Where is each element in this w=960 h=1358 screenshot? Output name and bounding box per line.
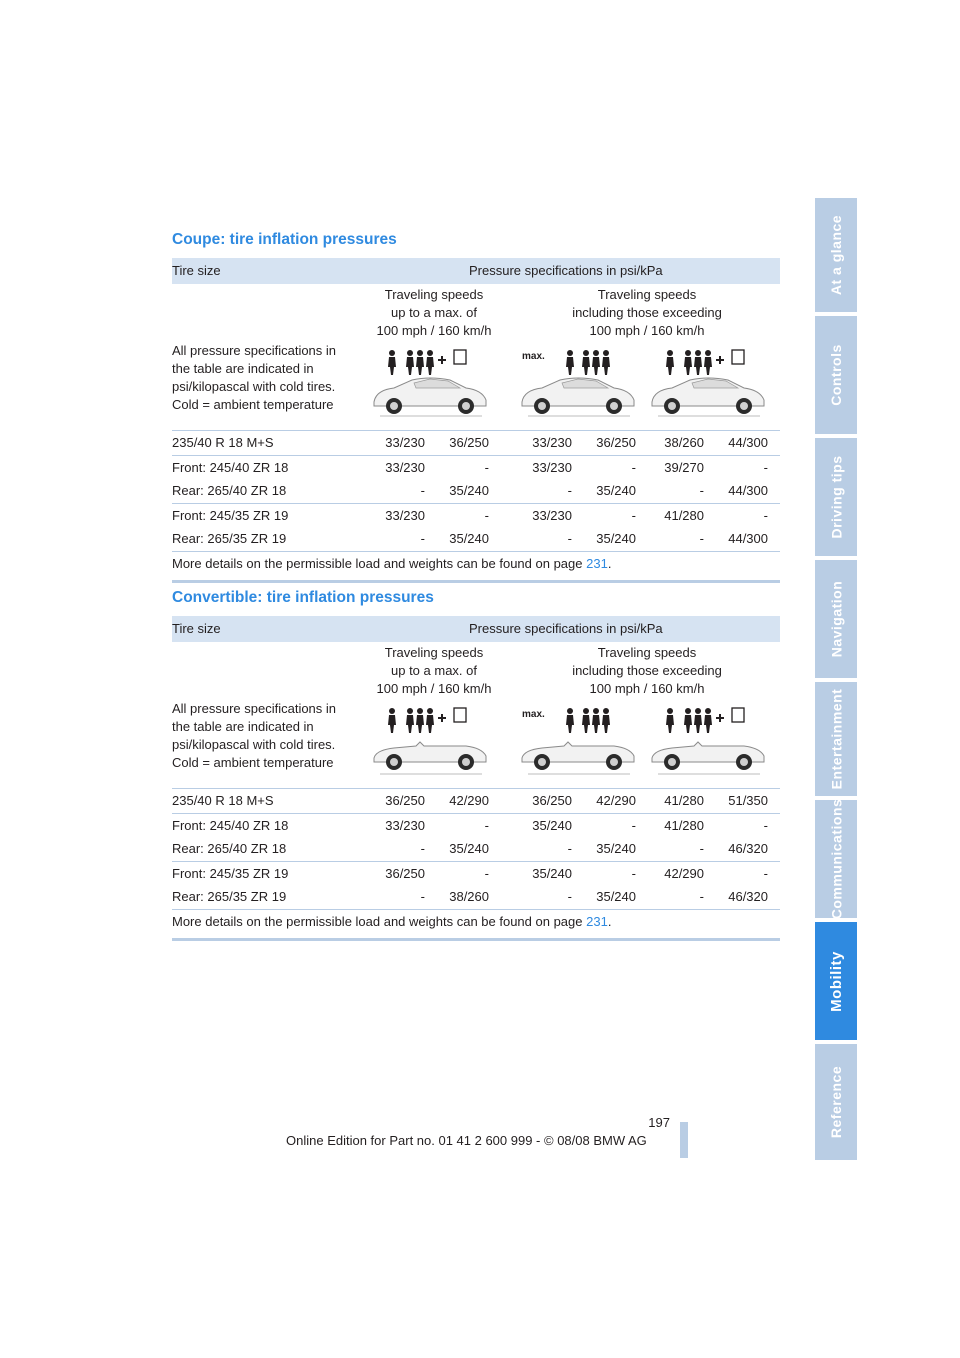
pressure-cell: 42/290 xyxy=(664,865,704,881)
pressure-cell: - xyxy=(567,531,572,546)
pressure-cell: - xyxy=(420,889,425,904)
pressure-cell: 36/250 xyxy=(596,435,636,450)
table-row xyxy=(172,455,780,480)
pressure-cell: 46/320 xyxy=(728,841,768,856)
pressure-cell: - xyxy=(763,507,768,523)
speed-headers xyxy=(172,284,780,340)
convertible-max-load-illustration xyxy=(518,704,638,778)
pressure-cell: - xyxy=(567,483,572,498)
pressure-cell: 33/230 xyxy=(532,435,572,450)
footer-text: Online Edition for Part no. 01 41 2 600 999 - © 08/08 BMW AG xyxy=(286,1133,647,1148)
more-details-text: More details on the permissible load and weights can be found on page xyxy=(172,913,587,929)
pressure-cell: - xyxy=(699,531,704,546)
tab-label: Controls xyxy=(828,344,844,406)
more-details-note xyxy=(172,551,780,576)
tab-label: Driving tips xyxy=(828,455,845,539)
pressure-cell: - xyxy=(763,865,768,881)
table-row xyxy=(172,503,780,528)
table-row xyxy=(172,837,780,861)
speed-line: including those exceeding xyxy=(572,305,722,320)
max-label: max. xyxy=(522,351,545,362)
pressure-cell: 33/230 xyxy=(532,459,572,475)
coupe-section-title: Coupe: tire inflation pressures xyxy=(172,231,397,248)
tire-size-cell: Front: 245/40 ZR 18 xyxy=(172,459,289,475)
note-line: Cold = ambient temperature xyxy=(172,397,334,412)
footer-marker xyxy=(680,1122,688,1158)
table-row xyxy=(172,885,780,909)
pressure-cell: 41/280 xyxy=(664,817,704,833)
pressure-cell: - xyxy=(567,889,572,904)
table-row xyxy=(172,789,780,813)
passengers-icon xyxy=(666,350,724,375)
pressure-cell: 36/250 xyxy=(532,793,572,808)
pressure-header: Pressure specifications in psi/kPa xyxy=(469,621,663,636)
pressure-cell: 41/280 xyxy=(664,793,704,808)
tab-communications[interactable] xyxy=(815,800,857,918)
table-row xyxy=(172,431,780,455)
table-end-rule xyxy=(172,938,780,941)
pressure-cell: 35/240 xyxy=(596,889,636,904)
note-line: psi/kilopascal with cold tires. xyxy=(172,737,336,752)
pressure-cell: 44/300 xyxy=(728,435,768,450)
convertible-car-icon xyxy=(374,742,486,774)
tire-size-cell: 235/40 R 18 M+S xyxy=(172,793,274,808)
speed-line: up to a max. of xyxy=(391,305,477,320)
tab-label: Navigation xyxy=(828,580,845,658)
table-row xyxy=(172,813,780,838)
coupe-car-icon xyxy=(374,378,486,416)
pressure-cell: - xyxy=(484,459,489,475)
note-line: Cold = ambient temperature xyxy=(172,755,334,770)
passengers-icon xyxy=(388,708,446,733)
tab-driving-tips[interactable] xyxy=(815,438,857,556)
more-details-text: More details on the permissible load and weights can be found on page xyxy=(172,555,587,571)
speed-max-100-header xyxy=(364,286,504,340)
pressure-cell: - xyxy=(420,841,425,856)
pressure-cell: 33/230 xyxy=(385,507,425,523)
tire-size-cell: Rear: 265/40 ZR 18 xyxy=(172,483,287,498)
table-row xyxy=(172,861,780,886)
pressure-cell: 38/260 xyxy=(664,435,704,450)
page-link[interactable]: 231 xyxy=(586,555,608,571)
speed-line: Traveling speeds xyxy=(384,287,484,302)
luggage-icon xyxy=(732,708,744,722)
pressure-cell: - xyxy=(631,459,636,475)
tire-size-cell: Front: 245/40 ZR 18 xyxy=(172,817,289,833)
coupe-partial-load-luggage-illustration xyxy=(370,346,490,420)
table-header xyxy=(172,258,780,284)
speed-line: up to a max. of xyxy=(391,663,477,678)
pressure-cell: 35/240 xyxy=(449,483,489,498)
speed-line: Traveling speeds xyxy=(597,645,697,660)
table-end-rule xyxy=(172,580,780,583)
luggage-icon xyxy=(732,350,744,364)
pressure-cell: 42/290 xyxy=(596,793,636,808)
pressure-cell: - xyxy=(763,459,768,475)
pressure-cell: 51/350 xyxy=(728,793,768,808)
tab-entertainment[interactable] xyxy=(815,682,857,796)
tab-reference[interactable] xyxy=(815,1044,857,1160)
speed-line: Traveling speeds xyxy=(597,287,697,302)
tire-size-cell: Rear: 265/40 ZR 18 xyxy=(172,841,287,856)
period: . xyxy=(607,555,612,571)
pressure-cell: 41/280 xyxy=(664,507,704,523)
tab-controls[interactable] xyxy=(815,316,857,434)
tire-size-header: Tire size xyxy=(172,263,221,278)
luggage-icon xyxy=(454,350,466,364)
pressure-cell: - xyxy=(631,817,636,833)
pressure-cell: - xyxy=(631,865,636,881)
speed-line: 100 mph / 160 km/h xyxy=(589,681,705,696)
speed-headers xyxy=(172,642,780,698)
note-line: All pressure specifications in xyxy=(172,343,337,358)
pressure-cell: 39/270 xyxy=(664,459,704,475)
pressure-cell: - xyxy=(631,507,636,523)
pressure-cell: 35/240 xyxy=(449,531,489,546)
pressure-cell: 35/240 xyxy=(596,483,636,498)
convertible-car-icon xyxy=(522,742,634,774)
speed-exceeding-header xyxy=(552,286,742,340)
note-line: the table are indicated in xyxy=(172,719,314,734)
more-details-note xyxy=(172,909,780,934)
pressure-cell: 33/230 xyxy=(532,507,572,523)
pressure-cell: - xyxy=(699,841,704,856)
pressure-cell: 33/230 xyxy=(385,459,425,475)
tire-size-cell: Front: 245/35 ZR 19 xyxy=(172,507,289,523)
pressure-cell: - xyxy=(567,841,572,856)
note-line: All pressure specifications in xyxy=(172,701,337,716)
tire-size-cell: Rear: 265/35 ZR 19 xyxy=(172,531,287,546)
pressure-cell: 42/290 xyxy=(449,793,489,808)
speed-max-100-header xyxy=(364,644,504,698)
pressure-header: Pressure specifications in psi/kPa xyxy=(469,263,663,278)
pressure-cell: 36/250 xyxy=(385,865,425,881)
convertible-full-load-luggage-illustration xyxy=(648,704,768,778)
pressure-cell: 35/240 xyxy=(449,841,489,856)
pressure-cell: 38/260 xyxy=(449,889,489,904)
tab-label: Communications xyxy=(828,798,845,920)
table-row xyxy=(172,479,780,503)
pressure-cell: - xyxy=(484,865,489,881)
pressure-note xyxy=(172,342,354,414)
coupe-full-load-luggage-illustration xyxy=(648,346,768,420)
tab-label: Entertainment xyxy=(828,688,844,790)
tab-at-a-glance[interactable] xyxy=(815,198,857,312)
tab-navigation[interactable] xyxy=(815,560,857,678)
page-link[interactable]: 231 xyxy=(586,913,608,929)
pressure-cell: 33/230 xyxy=(385,435,425,450)
coupe-pressure-table xyxy=(172,258,780,583)
speed-line: 100 mph / 160 km/h xyxy=(376,681,492,696)
tire-size-header: Tire size xyxy=(172,621,221,636)
tab-label: Reference xyxy=(828,1065,845,1139)
pressure-note xyxy=(172,700,354,772)
pressure-cell: 36/250 xyxy=(449,435,489,450)
pressure-cell: 35/240 xyxy=(532,865,572,881)
coupe-car-icon xyxy=(652,378,764,416)
pressure-cell: 35/240 xyxy=(596,841,636,856)
speed-line: 100 mph / 160 km/h xyxy=(376,323,492,338)
pressure-cell: 46/320 xyxy=(728,889,768,904)
pressure-cell: - xyxy=(484,507,489,523)
pressure-cell: - xyxy=(699,483,704,498)
passengers-icon xyxy=(566,708,610,733)
max-label: max. xyxy=(522,709,545,720)
pressure-cell: 44/300 xyxy=(728,531,768,546)
tab-mobility[interactable] xyxy=(815,922,857,1040)
passengers-icon xyxy=(666,708,724,733)
pressure-cell: - xyxy=(420,483,425,498)
tab-label: At a glance xyxy=(828,214,845,296)
pressure-cell: - xyxy=(763,817,768,833)
pressure-cell: - xyxy=(699,889,704,904)
pressure-cell: - xyxy=(420,531,425,546)
luggage-icon xyxy=(454,708,466,722)
tire-size-cell: 235/40 R 18 M+S xyxy=(172,435,274,450)
passengers-icon xyxy=(566,350,610,375)
tire-size-cell: Rear: 265/35 ZR 19 xyxy=(172,889,287,904)
speed-exceeding-header xyxy=(552,644,742,698)
convertible-car-icon xyxy=(652,742,764,774)
page-number: 197 xyxy=(648,1115,670,1130)
pressure-cell: 33/230 xyxy=(385,817,425,833)
table-row xyxy=(172,527,780,551)
tire-size-cell: Front: 245/35 ZR 19 xyxy=(172,865,289,881)
convertible-partial-load-luggage-illustration xyxy=(370,704,490,778)
pressure-cell: - xyxy=(484,817,489,833)
tab-label: Mobility xyxy=(827,950,845,1012)
pressure-cell: 35/240 xyxy=(596,531,636,546)
convertible-pressure-table xyxy=(172,616,780,941)
period: . xyxy=(607,913,612,929)
pressure-cell: 44/300 xyxy=(728,483,768,498)
convertible-section-title: Convertible: tire inflation pressures xyxy=(172,589,434,606)
table-header xyxy=(172,616,780,642)
speed-line: 100 mph / 160 km/h xyxy=(589,323,705,338)
coupe-max-load-illustration xyxy=(518,346,638,420)
load-illustrations xyxy=(172,340,780,431)
coupe-car-icon xyxy=(522,378,634,416)
passengers-icon xyxy=(388,350,446,375)
speed-line: including those exceeding xyxy=(572,663,722,678)
note-line: psi/kilopascal with cold tires. xyxy=(172,379,336,394)
note-line: the table are indicated in xyxy=(172,361,314,376)
speed-line: Traveling speeds xyxy=(384,645,484,660)
load-illustrations xyxy=(172,698,780,789)
pressure-cell: 36/250 xyxy=(385,793,425,808)
pressure-cell: 35/240 xyxy=(532,817,572,833)
